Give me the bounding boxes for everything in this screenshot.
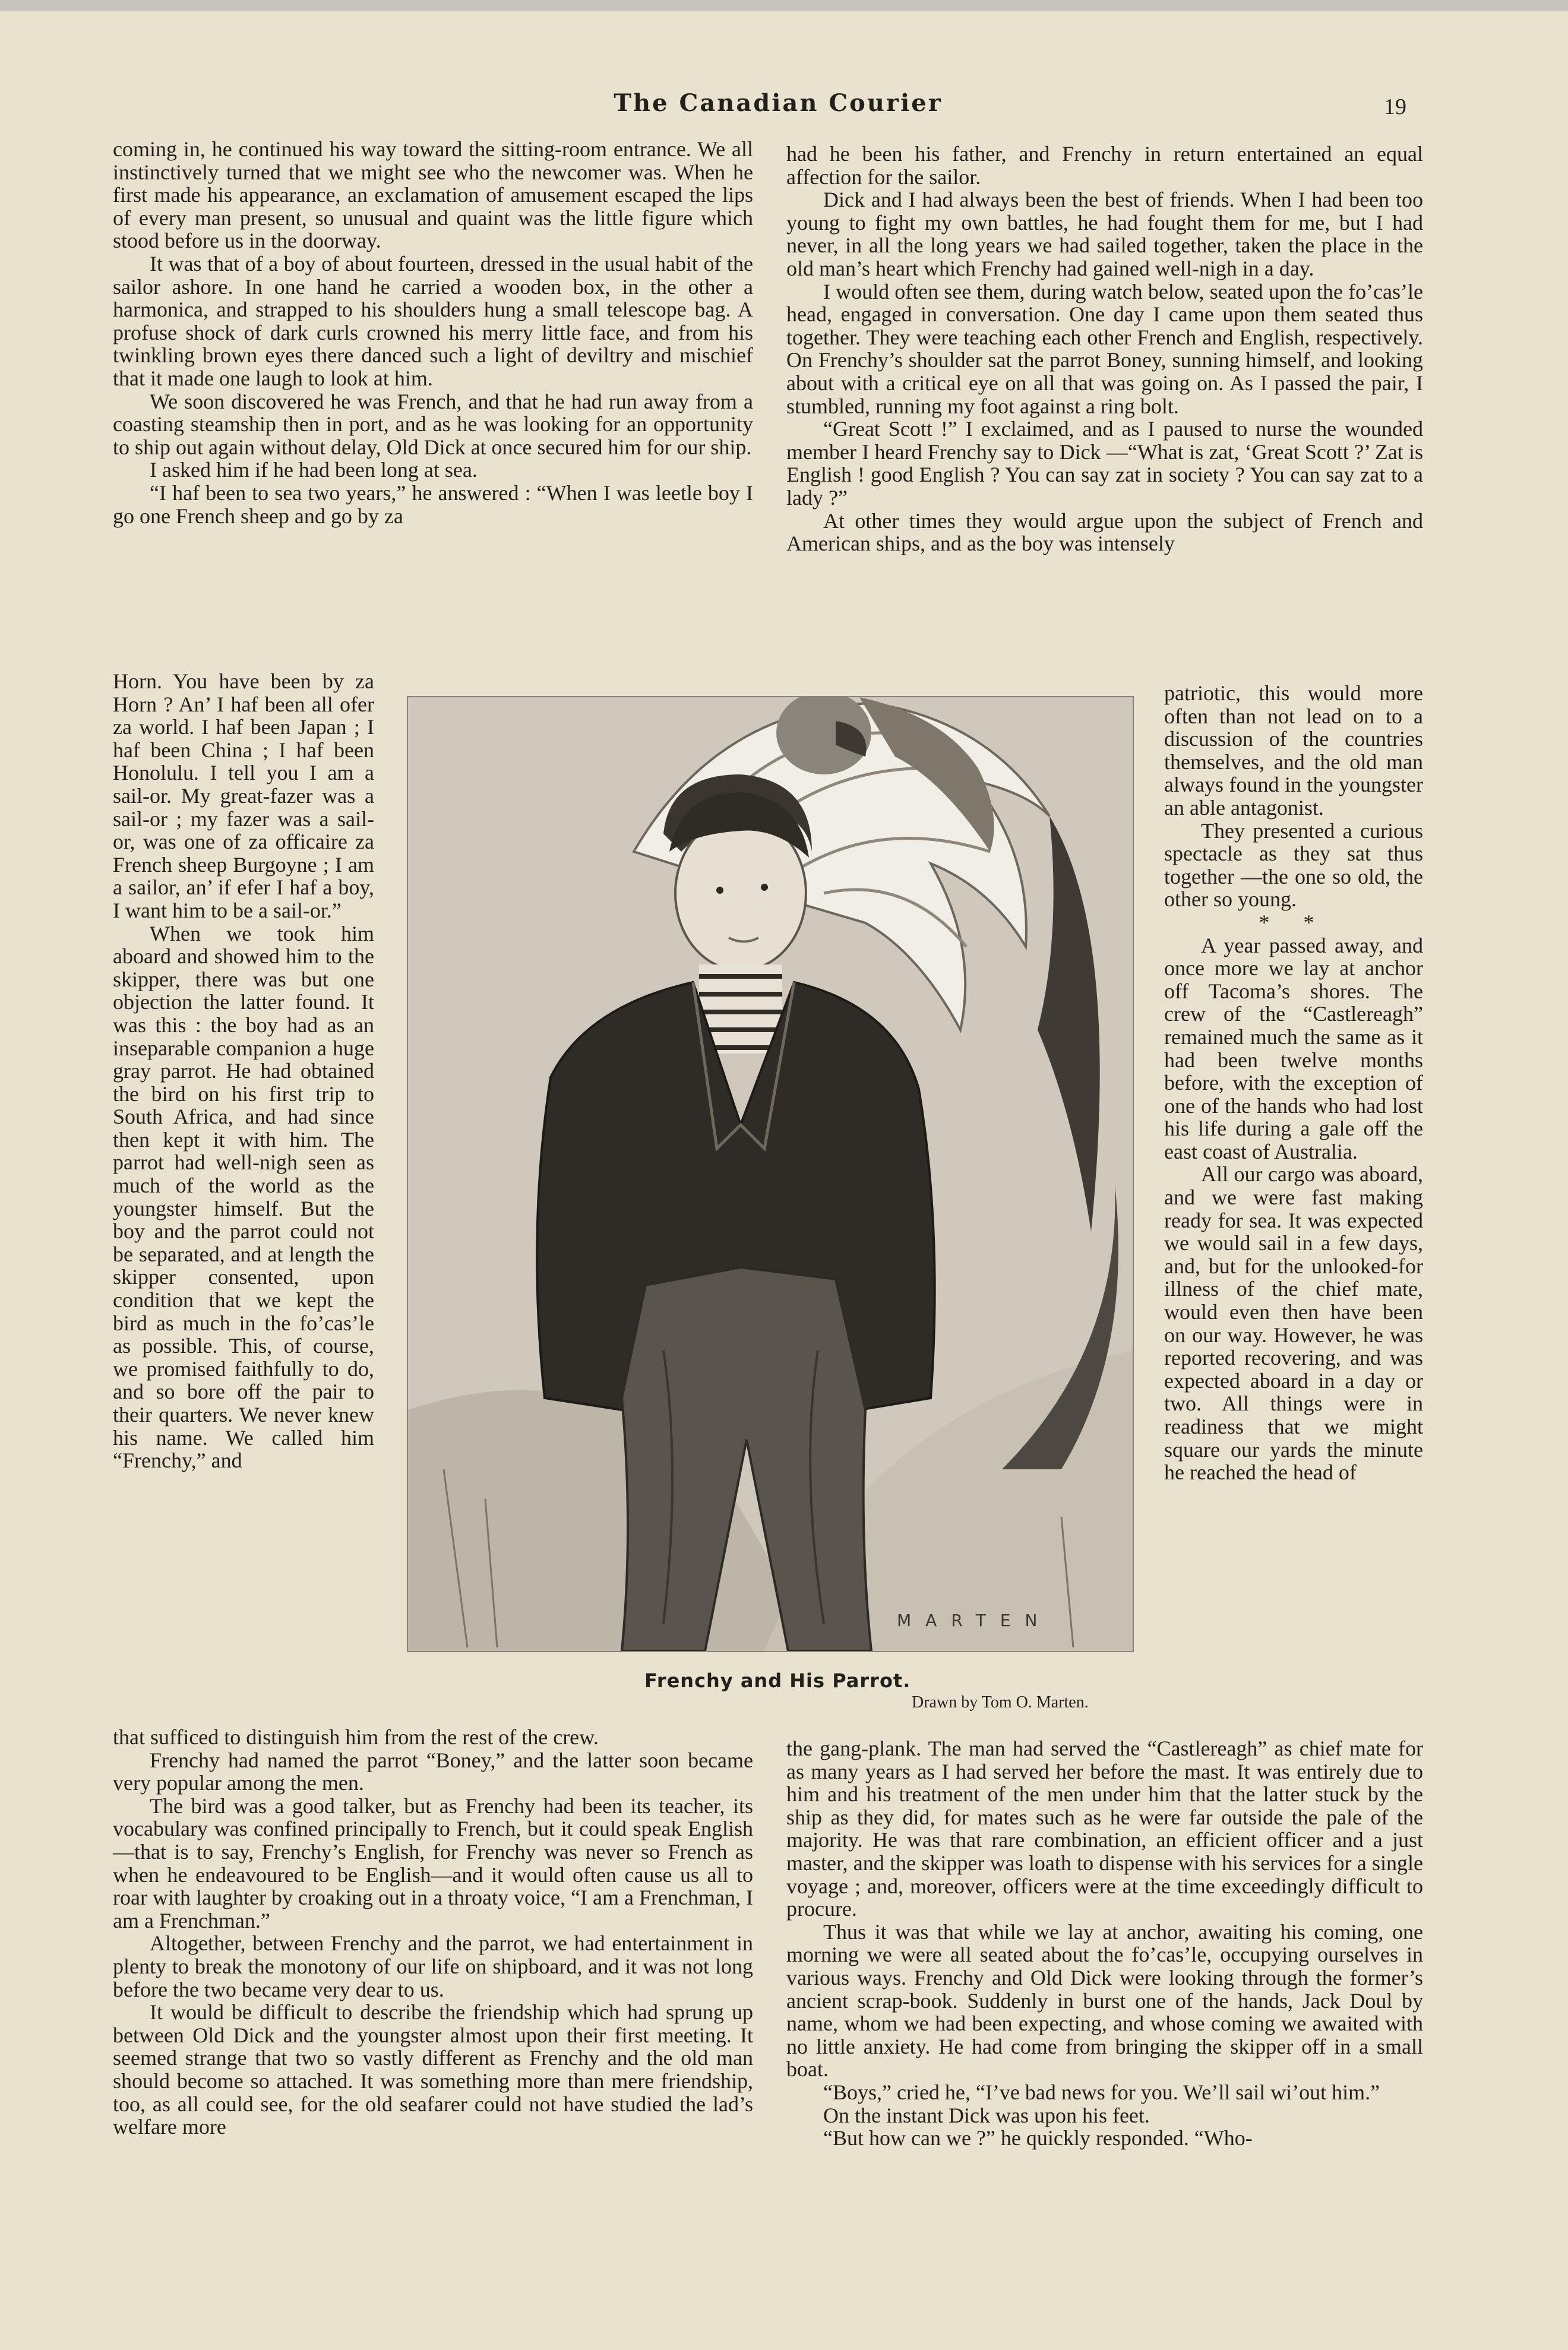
paragraph: At other times they would argue upon the subject of French and American ships, and as the boy was intensely: [786, 508, 1423, 556]
paragraph: had he been his father, and Frenchy in return entertained an equal affection for the sailor.: [786, 142, 1423, 189]
left-column-bottom: [113, 1726, 753, 2139]
paragraph: I asked him if he had been long at sea.: [150, 458, 478, 482]
top-rule: [0, 0, 1568, 11]
paragraph: “Boys,” cried he, “I’ve bad news for you. We’ll sail wi’out him.”: [823, 2080, 1380, 2104]
paragraph: It was that of a boy of about fourteen, dressed in the usual habit of the sailor ashore. In one hand he carried a wooden box, in the other a harmonica, and strapped to his shoulders hung a small telescope bag. A profuse shock of dark curls crowned his merry little face, and from his twinkling brown eyes there danced such a light of deviltry and mischief that it made one laugh to look at him.: [113, 251, 753, 390]
artist-signature: MARTEN: [897, 1611, 1052, 1630]
paragraph: patriotic, this would more often than not lead on to a discussion of the countries themselves, and the old man always found in the youngster an able antagonist.: [1164, 681, 1423, 820]
paragraph: It would be difficult to describe the friendship which had sprung up between Old Dick and the youngster almost upon their first meeting. It seemed strange that two so vastly different as Frenchy and the old man should become so attached. It was something more than mere friendship, too, as all could see, for the old seafarer could not have studied the lad’s welfare more: [113, 2000, 753, 2139]
right-column-bottom: [786, 1737, 1423, 2150]
paragraph: All our cargo was aboard, and we were fast making ready for sea. It was expected we would sail in a few days, and, but for the unlooked-for illness of the chief mate, would even then have been on our way. However, he was reported recovering, and was expected aboard in a day or two. All things were in readiness that we might square our yards the minute he reached the head of: [1164, 1162, 1423, 1485]
paragraph: On the instant Dick was upon his feet.: [823, 2103, 1150, 2127]
paragraph: “I haf been to sea two years,” he answered : “When I was leetle boy I go one French sheep and go by za: [113, 480, 753, 528]
magazine-title: The Canadian Courier: [614, 89, 943, 117]
right-column-top: [786, 143, 1423, 555]
paragraph: We soon discovered he was French, and that he had run away from a coasting steamship then in port, and as he was looking for an opportunity to ship out again without delay, Old Dick at once secured him for our ship.: [113, 389, 753, 459]
paragraph: Thus it was that while we lay at anchor, awaiting his coming, one morning we were all seated about the fo’cas’le, occupying ourselves in various ways. Frenchy and Old Dick were looking through the former’s ancient scrap-book. Suddenly in burst one of the hands, Jack Doul by name, whom we had been expecting, and whose coming we awaited with no little anxiety. He had come from bringing the skipper off in a small boat.: [786, 1919, 1423, 2082]
paragraph: that sufficed to distinguish him from the rest of the crew.: [113, 1725, 599, 1749]
left-column-top: [113, 138, 753, 527]
paragraph: Altogether, between Frenchy and the parrot, we had entertainment in plenty to break the monotony of our life on shipboard, and it was not long before the two became very dear to us.: [113, 1931, 753, 2001]
paragraph: A year passed away, and once more we lay at anchor off Tacoma’s shores. The crew of the “Castlereagh” remained much the same as it had been twelve months before, with the exception of one of the hands who had lost his life during a gale off the east coast of Australia.: [1164, 933, 1423, 1163]
paragraph: coming in, he continued his way toward the sitting-room entrance. We all instinctively turned that we might see who the newcomer was. When he first made his appearance, an exclamation of amusement escaped the lips of every man present, so unusual and quaint was the little figure which stood before us in the doorway.: [113, 137, 753, 253]
paragraph: the gang-plank. The man had served the “Castlereagh” as chief mate for as many years as I had served her before the mast. It was entirely due to him and his treatment of the men under him that the latter stuck by the ship as they did, for mates such as he were far outside the pale of the majority. He was that rare combination, an efficient officer and a just master, and the skipper was loath to dispense with his services for a single voyage ; and, moreover, officers were at the time exceedingly difficult to procure.: [786, 1737, 1423, 1921]
figure-credit: Drawn by Tom O. Marten.: [912, 1693, 1089, 1712]
paragraph: Dick and I had always been the best of friends. When I had been too young to fight my own battles, he had fought them for me, but I had never, in all the long years we had sailed together, taken the place in the old man’s heart which Frenchy had gained well-nigh in a day.: [786, 188, 1423, 280]
paragraph: I would often see them, during watch below, seated upon the fo’cas’le head, engaged in conversation. One day I came upon them seated thus together. They were teaching each other French and English, respectively. On Frenchy’s shoulder sat the parrot Boney, sunning himself, and looking about with a critical eye on all that was going on. As I passed the pair, I stumbled, running my foot against a ring bolt.: [786, 279, 1423, 418]
paragraph: They presented a curious spectacle as they sat thus together —the one so old, the other so young.: [1164, 818, 1423, 912]
illustration-frenchy-and-parrot: [407, 696, 1134, 1652]
page-number: 19: [1384, 94, 1406, 119]
paragraph: Frenchy had named the parrot “Boney,” and the latter soon became very popular among the men.: [113, 1748, 753, 1795]
right-wrap-column: [1164, 682, 1423, 1484]
paragraph: “Great Scott !” I exclaimed, and as I paused to nurse the wounded member I heard Frenchy say to Dick —“What is zat, ‘Great Scott ?’ Zat is English ! good English ? You can say zat in society ? You can say zat to a lady ?”: [786, 417, 1423, 510]
paragraph: When we took him aboard and showed him to the skipper, there was but one objection the latter found. It was this : the boy had as an inseparable companion a huge gray parrot. He had obtained the bird on his first trip to South Africa, and had since then kept it with him. The parrot had well-nigh seen as much of the world as the youngster himself. But the boy and the parrot could not be separated, and at length the skipper consented, upon condition that we kept the bird as much in the fo’cas’le as possible. This, of course, we promised faithfully to do, and so bore off the pair to their quarters. We never knew his name. We called him “Frenchy,” and: [113, 921, 374, 1473]
paragraph: “But how can we ?” he quickly responded. “Who-: [823, 2126, 1253, 2150]
paragraph: The bird was a good talker, but as Frenchy had been its teacher, its vocabulary was confined principally to French, but it could speak English—that is to say, Frenchy’s English, for Frenchy was never so French as when he endeavoured to be English—and it would often cause us all to roar with laughter by croaking out in a throaty voice, “I am a Frenchman, I am a Frenchman.”: [113, 1794, 753, 1932]
section-break: * *: [1259, 910, 1329, 934]
figure-caption: Frenchy and His Parrot.: [644, 1669, 911, 1692]
paragraph: Horn. You have been by za Horn ? An’ I haf been all ofer za world. I haf been Japan ; I haf been China ; I haf been Honolulu. I tell you I am a sail-or. My great-fazer was a sail-or ; my fazer was a sail-or, was one of za officaire za French sheep Burgoyne ; I am a sailor, an’ if efer I haf a boy, I want him to be a sail-or.”: [113, 669, 374, 922]
boy-with-parrot-drawing: [408, 697, 1133, 1651]
left-wrap-column: [113, 670, 374, 1472]
